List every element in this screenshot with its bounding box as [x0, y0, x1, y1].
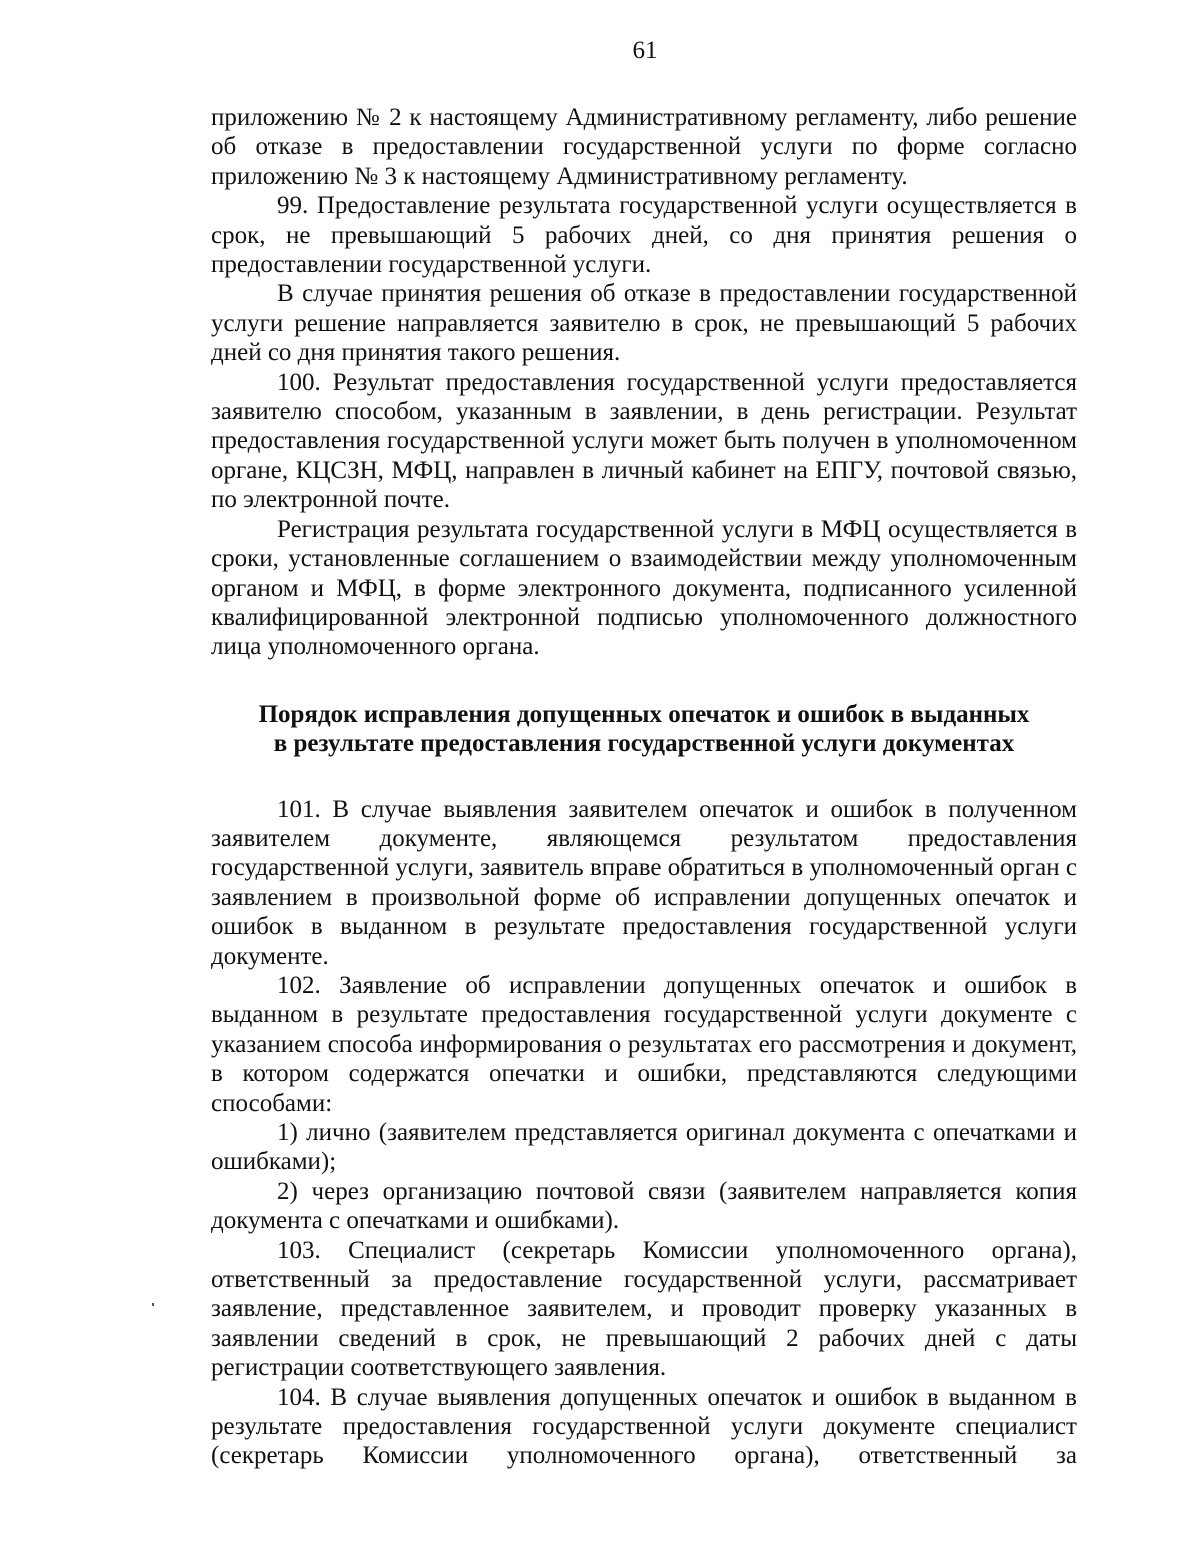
paragraph-99: 99. Предоставление результата государственной услуги осуществляется в срок, не превышающий 5 рабочих дней, со дня принятия решения о предоставлении государственной услуги. — [211, 192, 1077, 279]
page-number: 61 — [632, 37, 658, 64]
paragraph-101: 101. В случае выявления заявителем опечаток и ошибок в полученном заявителем документе, являющемся результатом предоставления государственной услуги, заявитель вправе обратиться в уполномоченный орган с заявлением в произвольной форме об исправлении допущенных опечаток и ошибок в выданном в результате предоставления государственной услуги документе. — [211, 795, 1077, 970]
document-body — [211, 103, 1077, 1471]
paragraph-104: 104. В случае выявления допущенных опечаток и ошибок в выданном в результате предоставления государственной услуги документе специалист (секретарь Комиссии уполномоченного органа), ответственный за — [211, 1383, 1077, 1470]
section-heading — [211, 700, 1077, 759]
scan-artifact — [152, 1303, 154, 1306]
paragraph-102: 102. Заявление об исправлении допущенных опечаток и ошибок в выданном в результате предоставления государственной услуги документе с указанием способа информирования о результатах его рассмотрения и документ, в котором содержатся опечатки и ошибки, представляются следующими способами: — [211, 971, 1077, 1117]
paragraph-103: 103. Специалист (секретарь Комиссии уполномоченного органа), ответственный за предоставление государственной услуги, рассматривает заявление, представленное заявителем, и проводит проверку указанных в заявлении сведений в срок, не превышающий 2 рабочих дней с даты регистрации соответствующего заявления. — [211, 1236, 1077, 1382]
paragraph-100: 100. Результат предоставления государственной услуги предоставляется заявителю способом, указанным в заявлении, в день регистрации. Результат предоставления государственной услуги может быть получен в уполномоченном органе, КЦСЗН, МФЦ, направлен в личный кабинет на ЕПГУ, почтовой связью, по электронной почте. — [211, 368, 1077, 514]
paragraph-refusal-case: В случае принятия решения об отказе в предоставлении государственной услуги решение направляется заявителю в срок, не превышающий 5 рабочих дней со дня принятия такого решения. — [211, 280, 1077, 367]
paragraph-continuation: приложению № 2 к настоящему Административному регламенту, либо решение об отказе в предоставлении государственной услуги по форме согласно приложению № 3 к настоящему Административному регламенту. — [211, 104, 1077, 190]
section-heading-line-1: Порядок исправления допущенных опечаток и ошибок в выданных — [258, 700, 1030, 728]
section-heading-line-2: в результате предоставления государственной услуги документах — [273, 730, 1015, 758]
list-item-2: 2) через организацию почтовой связи (заявителем направляется копия документа с опечатками и ошибками). — [211, 1177, 1077, 1235]
list-item-1: 1) лично (заявителем представляется оригинал документа с опечатками и ошибками); — [211, 1119, 1077, 1176]
paragraph-mfc-registration: Регистрация результата государственной услуги в МФЦ осуществляется в сроки, установленные соглашением о взаимодействии между уполномоченным органом и МФЦ, в форме электронного документа, подписанного усиленной квалифицированной электронной подписью уполномоченного должностного лица уполномоченного органа. — [211, 515, 1077, 661]
